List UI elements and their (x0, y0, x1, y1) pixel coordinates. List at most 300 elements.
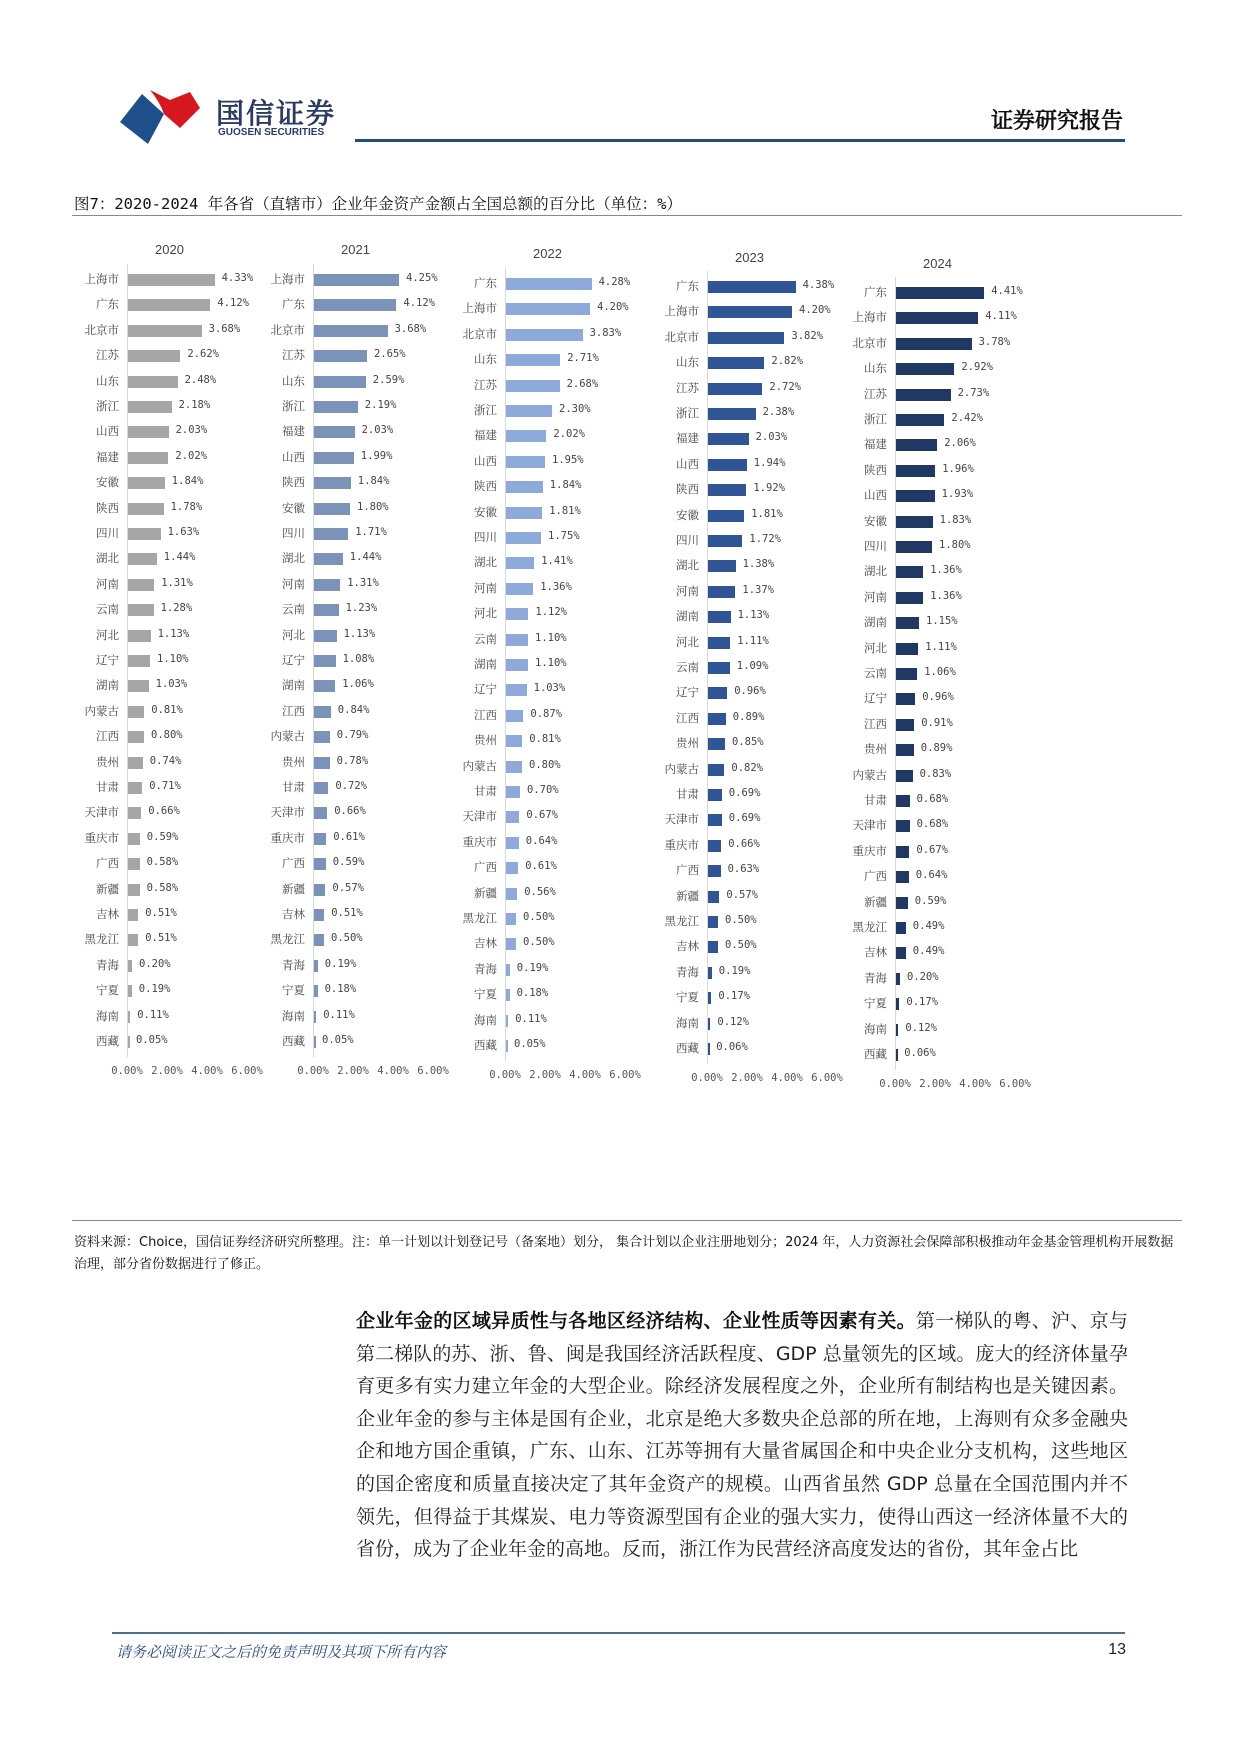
bar (708, 1043, 710, 1055)
category-label: 四川 (96, 526, 119, 540)
value-label: 0.58% (146, 881, 179, 894)
category-label: 湖北 (864, 564, 887, 579)
x-tick-label: 2.00% (919, 1078, 951, 1091)
category-label: 广西 (474, 860, 497, 875)
x-tick-label: 4.00% (771, 1072, 803, 1085)
value-label: 1.15% (926, 615, 958, 628)
chart-title: 2022 (533, 246, 562, 261)
value-label: 0.83% (919, 767, 952, 780)
value-label: 0.12% (905, 1021, 937, 1034)
bar (128, 299, 210, 311)
value-label: 0.61% (333, 830, 365, 843)
category-label: 山西 (96, 424, 119, 439)
header-divider (355, 139, 1125, 142)
value-label: 1.12% (535, 606, 567, 619)
category-label: 辽宁 (282, 653, 305, 667)
value-label: 1.84% (549, 479, 582, 492)
value-label: 2.82% (771, 355, 803, 368)
value-label: 0.57% (332, 881, 364, 894)
bar (128, 1036, 130, 1048)
bar (314, 325, 388, 337)
category-label: 天津市 (664, 812, 699, 827)
bar (314, 503, 350, 515)
chart-title: 2020 (155, 242, 184, 257)
value-label: 0.89% (732, 710, 765, 723)
chart-panel-2024 (852, 230, 1095, 1215)
category-label: 天津市 (84, 805, 119, 820)
bar (896, 490, 935, 502)
bar (896, 897, 908, 909)
value-label: 1.95% (552, 453, 584, 466)
category-label: 陕西 (96, 500, 119, 515)
footer-disclaimer: 请务必阅读正文之后的免责声明及其项下所有内容 (116, 1643, 447, 1661)
bar (708, 535, 742, 547)
bar (896, 693, 915, 705)
value-label: 1.93% (941, 488, 974, 501)
category-label: 黑龙江 (462, 911, 497, 925)
x-tick-label: 4.00% (959, 1078, 991, 1091)
category-label: 陕西 (864, 462, 887, 477)
category-label: 上海市 (852, 310, 887, 325)
value-label: 1.13% (737, 609, 770, 622)
value-label: 0.50% (523, 911, 555, 923)
value-label: 0.71% (149, 780, 181, 792)
value-label: 0.69% (728, 787, 761, 799)
value-label: 0.05% (322, 1034, 354, 1046)
category-label: 广东 (474, 276, 497, 290)
bar (314, 934, 324, 946)
page-number: 13 (1108, 1641, 1126, 1658)
value-label: 4.20% (799, 304, 831, 317)
value-label: 0.50% (331, 932, 363, 945)
bar (708, 992, 711, 1004)
category-label: 山西 (282, 449, 305, 464)
category-label: 内蒙古 (270, 729, 305, 744)
bar (506, 1015, 508, 1027)
category-label: 黑龙江 (84, 932, 119, 947)
category-label: 吉林 (864, 945, 887, 960)
bar (314, 299, 396, 311)
category-label: 北京市 (462, 326, 497, 341)
category-label: 黑龙江 (852, 920, 887, 934)
category-label: 青海 (282, 957, 305, 972)
category-label: 内蒙古 (852, 767, 887, 782)
bar (314, 426, 355, 438)
category-label: 江苏 (282, 348, 305, 363)
value-label: 1.44% (163, 551, 196, 564)
bar (506, 786, 520, 798)
value-label: 2.03% (175, 424, 208, 437)
category-label: 贵州 (474, 733, 497, 748)
value-label: 3.68% (208, 322, 241, 335)
bar (314, 909, 324, 921)
category-label: 广西 (282, 856, 305, 871)
category-label: 青海 (96, 957, 119, 972)
category-label: 重庆市 (270, 830, 305, 845)
bar (506, 456, 545, 468)
value-label: 2.62% (187, 348, 219, 361)
x-tick-label: 0.00% (691, 1072, 723, 1085)
value-label: 4.11% (985, 310, 1017, 323)
value-label: 0.72% (335, 780, 367, 792)
value-label: 0.51% (145, 932, 177, 945)
value-label: 0.18% (516, 987, 549, 1000)
bar (128, 833, 140, 845)
value-label: 0.11% (137, 1008, 169, 1021)
category-label: 上海市 (270, 272, 305, 286)
value-label: 1.23% (345, 602, 378, 615)
category-label: 甘肃 (474, 784, 497, 798)
value-label: 1.38% (742, 558, 775, 571)
bar (708, 510, 744, 522)
bar (314, 579, 340, 591)
bar (708, 916, 718, 928)
chart-title: 2024 (923, 256, 952, 271)
category-label: 贵州 (864, 742, 887, 757)
bar (128, 528, 161, 540)
value-label: 1.80% (357, 500, 389, 513)
value-label: 1.31% (347, 576, 379, 589)
category-label: 安徽 (676, 507, 699, 522)
value-label: 2.02% (175, 449, 207, 462)
bar (896, 846, 909, 858)
category-label: 新疆 (474, 885, 497, 900)
category-label: 新疆 (282, 881, 305, 896)
category-label: 河南 (864, 589, 887, 604)
category-label: 四川 (864, 539, 887, 553)
value-label: 1.09% (736, 660, 769, 672)
value-label: 0.67% (526, 809, 558, 822)
value-label: 0.79% (336, 729, 369, 742)
category-label: 湖北 (96, 551, 119, 566)
value-label: 1.10% (535, 657, 567, 669)
bar (128, 426, 169, 438)
brand-name-cn: 国信证券 (216, 97, 337, 130)
bar (506, 583, 533, 595)
value-label: 0.58% (146, 856, 179, 869)
value-label: 3.78% (978, 335, 1011, 348)
bar (314, 1011, 316, 1023)
bar (896, 973, 900, 985)
category-label: 甘肃 (864, 793, 887, 807)
bar (314, 528, 348, 540)
category-label: 福建 (864, 437, 887, 452)
category-label: 山东 (96, 373, 119, 388)
category-label: 北京市 (84, 322, 119, 337)
chart-title: 2023 (735, 250, 764, 265)
category-label: 广东 (676, 279, 699, 293)
bar (128, 1011, 130, 1023)
chart-panel-2022 (462, 230, 705, 1215)
category-label: 重庆市 (462, 834, 497, 849)
value-label: 0.80% (151, 729, 183, 742)
chart-panels (72, 230, 1182, 1215)
value-label: 1.11% (925, 640, 957, 653)
value-label: 0.66% (148, 805, 180, 818)
value-label: 0.19% (516, 961, 549, 974)
bar (506, 405, 552, 417)
category-label: 海南 (864, 1021, 887, 1036)
report-type-label: 证券研究报告 (990, 109, 1123, 134)
value-label: 2.06% (944, 437, 976, 450)
x-tick-label: 6.00% (811, 1072, 843, 1085)
value-label: 0.68% (916, 793, 949, 805)
value-label: 0.49% (912, 945, 945, 958)
value-label: 0.64% (525, 834, 558, 847)
x-tick-label: 4.00% (377, 1065, 409, 1078)
bar (506, 532, 541, 544)
value-label: 1.03% (533, 682, 566, 695)
value-label: 0.69% (728, 812, 761, 825)
bar (128, 934, 138, 946)
category-label: 辽宁 (474, 682, 497, 697)
category-label: 浙江 (474, 403, 497, 417)
bar (896, 439, 937, 451)
value-label: 2.72% (769, 380, 801, 393)
value-label: 2.03% (755, 431, 788, 444)
category-label: 陕西 (282, 475, 305, 490)
category-label: 河南 (474, 580, 497, 595)
value-label: 2.19% (364, 399, 397, 411)
value-label: 1.84% (357, 475, 390, 488)
category-label: 宁夏 (474, 987, 497, 1002)
category-label: 海南 (282, 1008, 305, 1023)
value-label: 0.74% (149, 754, 182, 767)
category-label: 江西 (474, 707, 497, 722)
category-label: 湖南 (864, 615, 887, 630)
bar (896, 312, 978, 324)
value-label: 4.38% (802, 279, 835, 291)
bar (708, 433, 749, 445)
bar (708, 687, 727, 699)
value-label: 1.71% (355, 526, 387, 538)
category-label: 山西 (474, 453, 497, 468)
bar (708, 408, 756, 420)
category-label: 河南 (676, 583, 699, 598)
value-label: 4.12% (217, 297, 249, 310)
bar (896, 668, 917, 680)
value-label: 1.92% (753, 482, 785, 495)
value-label: 0.56% (524, 885, 556, 898)
category-label: 海南 (474, 1012, 497, 1027)
bar (708, 484, 746, 496)
bar (506, 380, 560, 392)
value-label: 1.99% (360, 449, 393, 462)
bar (314, 452, 354, 464)
bar (314, 833, 326, 845)
value-label: 1.44% (349, 551, 382, 564)
category-label: 青海 (864, 970, 887, 985)
figure-bottom-divider (72, 1220, 1182, 1221)
category-label: 湖北 (676, 558, 699, 573)
category-label: 广西 (676, 863, 699, 878)
bar (506, 1040, 508, 1052)
bar (708, 789, 722, 801)
bar (506, 913, 516, 925)
bar (708, 941, 718, 953)
bar (314, 655, 336, 667)
bar (506, 303, 590, 315)
category-label: 新疆 (96, 881, 119, 896)
bar (896, 795, 910, 807)
bar (314, 884, 325, 896)
category-label: 山西 (676, 456, 699, 471)
brand-name-en: GUOSEN SECURITIES (218, 127, 325, 138)
category-label: 西藏 (676, 1041, 699, 1055)
category-label: 西藏 (282, 1034, 305, 1048)
category-label: 四川 (282, 526, 305, 540)
category-label: 天津市 (852, 818, 887, 833)
category-label: 江西 (96, 729, 119, 744)
bar (708, 637, 730, 649)
bar (314, 731, 330, 743)
bar (506, 354, 560, 366)
bar (708, 306, 792, 318)
category-label: 安徽 (96, 475, 119, 490)
category-label: 福建 (474, 428, 497, 443)
value-label: 4.20% (597, 301, 629, 314)
value-label: 1.13% (343, 627, 376, 640)
bar (896, 922, 906, 934)
category-label: 广东 (282, 297, 305, 312)
value-label: 1.94% (753, 456, 786, 469)
bar (708, 891, 719, 903)
bar (896, 770, 913, 782)
category-label: 西藏 (864, 1047, 887, 1061)
value-label: 1.96% (942, 462, 974, 475)
category-label: 四川 (676, 533, 699, 547)
bar (708, 611, 731, 623)
category-label: 山西 (864, 488, 887, 503)
bar (506, 837, 519, 849)
bar (314, 782, 328, 794)
value-label: 3.83% (589, 326, 622, 339)
bar (314, 757, 330, 769)
bar (128, 909, 138, 921)
bar (896, 998, 899, 1010)
value-label: 0.59% (146, 830, 179, 843)
category-label: 天津市 (270, 805, 305, 820)
bar (128, 858, 140, 870)
value-label: 1.28% (160, 602, 193, 615)
bar (708, 967, 712, 979)
page-header (0, 0, 1241, 150)
category-label: 内蒙古 (84, 703, 119, 718)
value-label: 2.92% (961, 361, 993, 374)
bar (506, 888, 517, 900)
category-label: 宁夏 (282, 983, 305, 998)
category-label: 福建 (96, 449, 119, 464)
category-label: 云南 (864, 666, 887, 680)
bar (128, 274, 215, 286)
value-label: 0.50% (523, 936, 555, 949)
category-label: 四川 (474, 530, 497, 544)
bar (128, 960, 132, 972)
bar (896, 414, 944, 426)
category-label: 黑龙江 (270, 932, 305, 947)
category-label: 甘肃 (96, 780, 119, 794)
bar (506, 329, 583, 341)
value-label: 0.20% (139, 957, 171, 970)
bar (314, 553, 343, 565)
bar (314, 477, 351, 489)
x-tick-label: 6.00% (417, 1065, 449, 1078)
bar (506, 761, 522, 773)
category-label: 北京市 (852, 335, 887, 350)
value-label: 1.06% (924, 666, 956, 678)
category-label: 江西 (864, 716, 887, 731)
category-label: 江苏 (864, 386, 887, 401)
bar (708, 357, 764, 369)
category-label: 甘肃 (282, 780, 305, 794)
category-label: 上海市 (462, 301, 497, 316)
category-label: 西藏 (474, 1038, 497, 1052)
figure-top-divider (72, 215, 1182, 216)
bar (708, 560, 736, 572)
category-label: 黑龙江 (664, 914, 699, 928)
category-label: 辽宁 (864, 691, 887, 706)
bar (506, 557, 534, 569)
category-label: 湖南 (474, 657, 497, 671)
category-label: 新疆 (864, 894, 887, 909)
x-tick-label: 0.00% (879, 1078, 911, 1091)
x-tick-label: 0.00% (111, 1065, 143, 1078)
category-label: 福建 (676, 431, 699, 446)
value-label: 0.80% (529, 758, 561, 771)
category-label: 江西 (676, 710, 699, 725)
category-label: 安徽 (282, 500, 305, 515)
category-label: 天津市 (462, 809, 497, 824)
category-label: 新疆 (676, 888, 699, 903)
x-tick-label: 6.00% (609, 1069, 641, 1082)
category-label: 重庆市 (852, 843, 887, 858)
footer-divider (112, 1632, 1125, 1634)
category-label: 陕西 (676, 482, 699, 497)
value-label: 0.18% (324, 983, 357, 996)
bar (128, 807, 141, 819)
category-label: 浙江 (676, 406, 699, 420)
value-label: 0.20% (907, 970, 939, 983)
value-label: 0.96% (922, 691, 954, 704)
value-label: 4.33% (221, 272, 254, 284)
category-label: 内蒙古 (462, 758, 497, 773)
bar (896, 643, 918, 655)
value-label: 0.82% (731, 761, 763, 774)
value-label: 1.81% (549, 504, 581, 517)
value-label: 2.18% (178, 399, 211, 411)
category-label: 吉林 (282, 907, 305, 921)
category-label: 浙江 (864, 412, 887, 426)
bar (896, 947, 906, 959)
bar (128, 985, 132, 997)
value-label: 0.91% (921, 716, 953, 729)
value-label: 0.50% (725, 939, 757, 952)
category-label: 广西 (864, 869, 887, 884)
category-label: 北京市 (270, 322, 305, 337)
bar (708, 738, 725, 750)
bar (314, 680, 335, 692)
category-label: 江苏 (96, 348, 119, 363)
category-label: 江苏 (474, 377, 497, 392)
value-label: 0.11% (323, 1008, 355, 1021)
bar (896, 1024, 898, 1036)
bar (896, 744, 914, 756)
value-label: 0.05% (514, 1038, 546, 1050)
value-label: 0.68% (916, 818, 949, 831)
category-label: 辽宁 (676, 685, 699, 700)
category-label: 青海 (474, 961, 497, 976)
value-label: 2.03% (361, 424, 394, 437)
